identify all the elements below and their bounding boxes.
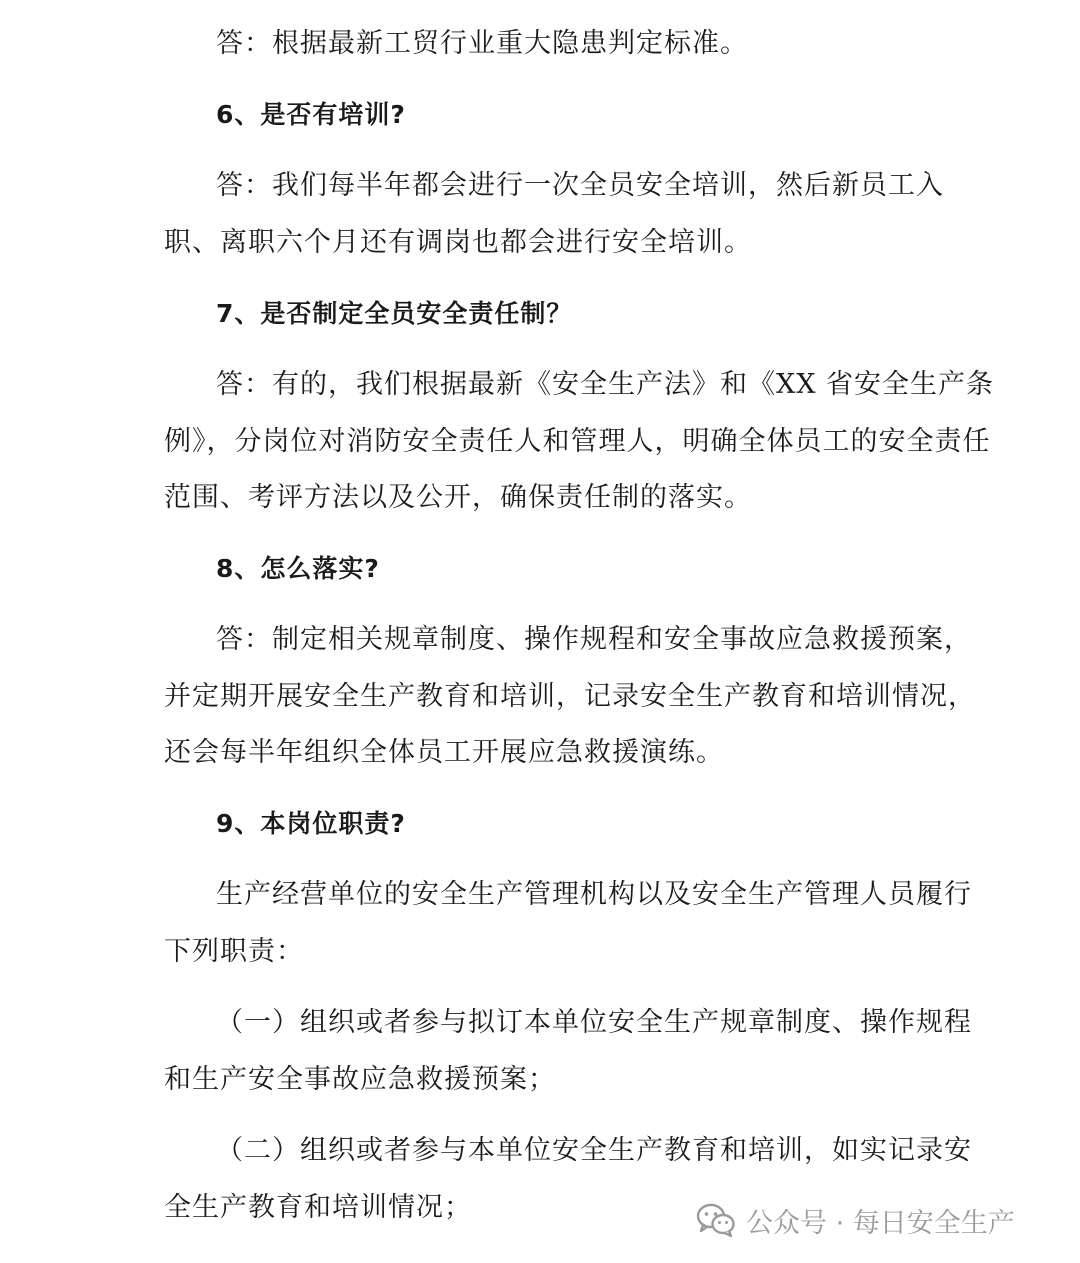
wechat-icon [696, 1202, 736, 1238]
answer-8-line-2: 并定期开展安全生产教育和培训，记录安全生产教育和培训情况， [164, 681, 976, 712]
duty-1-line-1: （一）组织或者参与拟订本单位安全生产规章制度、操作规程 [216, 1007, 972, 1038]
answer-7-line-3: 范围、考评方法以及公开，确保责任制的落实。 [164, 482, 752, 513]
answer-8-line-1: 答：制定相关规章制度、操作规程和安全事故应急救援预案， [216, 624, 972, 655]
question-9-heading: 9、本岗位职责? [216, 809, 406, 838]
duty-1-line-2: 和生产安全事故应急救援预案； [164, 1064, 556, 1095]
answer-9-line-1: 生产经营单位的安全生产管理机构以及安全生产管理人员履行 [216, 879, 972, 910]
answer-6-line-1: 答：我们每半年都会进行一次全员安全培训，然后新员工入 [216, 170, 944, 201]
duty-2-line-1: （二）组织或者参与本单位安全生产教育和培训，如实记录安 [216, 1135, 972, 1166]
answer-5-line-1: 答：根据最新工贸行业重大隐患判定标准。 [216, 28, 748, 59]
watermark-text: 公众号 · 每日安全生产 [746, 1207, 1015, 1239]
duty-2-line-2: 全生产教育和培训情况； [164, 1192, 472, 1223]
answer-7-line-2: 例》，分岗位对消防安全责任人和管理人，明确全体员工的安全责任 [164, 426, 991, 457]
answer-6-line-2: 职、离职六个月还有调岗也都会进行安全培训。 [164, 227, 752, 258]
question-6-heading: 6、是否有培训? [216, 100, 406, 129]
answer-7-line-1: 答：有的，我们根据最新《安全生产法》和《XX 省安全生产条 [216, 369, 995, 400]
account-watermark [696, 1196, 1015, 1244]
answer-8-line-3: 还会每半年组织全体员工开展应急救援演练。 [164, 737, 724, 768]
answer-9-line-2: 下列职责： [164, 936, 304, 967]
question-8-heading: 8、怎么落实? [216, 554, 380, 583]
question-7-heading: 7、是否制定全员安全责任制？ [216, 299, 573, 328]
